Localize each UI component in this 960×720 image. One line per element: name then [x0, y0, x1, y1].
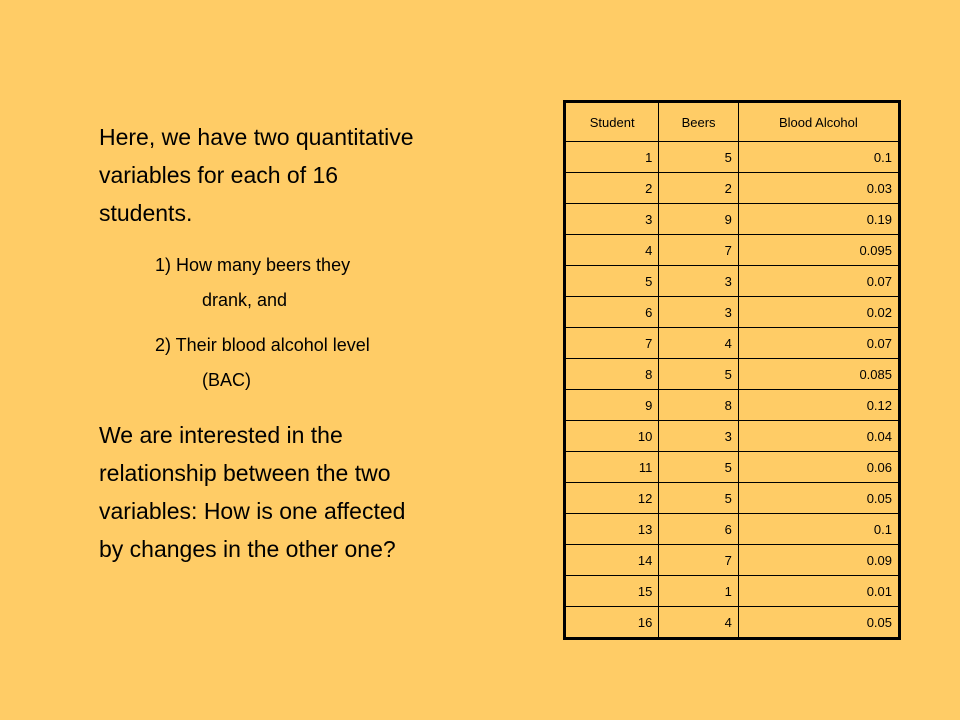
table-row	[565, 266, 900, 297]
student-cell: 14	[565, 545, 659, 576]
intro-line: variables for each of 16	[99, 162, 339, 188]
slide-text	[99, 118, 539, 568]
beers-cell: 4	[659, 328, 738, 359]
student-cell: 7	[565, 328, 659, 359]
table-row	[565, 359, 900, 390]
blood-alcohol-cell: 0.01	[738, 576, 899, 607]
student-data-table	[563, 100, 901, 640]
closing-line: variables: How is one affected	[99, 498, 406, 524]
beers-cell: 3	[659, 297, 738, 328]
beers-cell: 3	[659, 421, 738, 452]
table-row	[565, 576, 900, 607]
blood-alcohol-cell: 0.04	[738, 421, 899, 452]
table-row	[565, 452, 900, 483]
beers-cell: 4	[659, 607, 738, 639]
list-item-beers	[155, 248, 539, 318]
list-item-line: drank, and	[202, 290, 288, 310]
beers-cell: 5	[659, 483, 738, 514]
student-cell: 6	[565, 297, 659, 328]
intro-line: students.	[99, 200, 193, 226]
beers-cell: 1	[659, 576, 738, 607]
list-item-line: (BAC)	[202, 370, 251, 390]
student-cell: 1	[565, 142, 659, 173]
beers-cell: 5	[659, 142, 738, 173]
beers-cell: 8	[659, 390, 738, 421]
student-cell: 13	[565, 514, 659, 545]
table-row	[565, 607, 900, 639]
beers-cell: 5	[659, 359, 738, 390]
beers-cell: 6	[659, 514, 738, 545]
table-row	[565, 173, 900, 204]
student-cell: 5	[565, 266, 659, 297]
table-row	[565, 390, 900, 421]
table-row	[565, 483, 900, 514]
table-row	[565, 235, 900, 266]
intro-line: Here, we have two quantitative	[99, 124, 414, 150]
closing-paragraph	[99, 416, 539, 568]
table-row	[565, 328, 900, 359]
blood-alcohol-cell: 0.09	[738, 545, 899, 576]
student-cell: 9	[565, 390, 659, 421]
column-header-student: Student	[565, 102, 659, 142]
beers-cell: 7	[659, 545, 738, 576]
beers-cell: 3	[659, 266, 738, 297]
column-header-beers: Beers	[659, 102, 738, 142]
blood-alcohol-cell: 0.085	[738, 359, 899, 390]
blood-alcohol-cell: 0.02	[738, 297, 899, 328]
closing-line: by changes in the other one?	[99, 536, 396, 562]
beers-cell: 2	[659, 173, 738, 204]
student-cell: 4	[565, 235, 659, 266]
beers-cell: 9	[659, 204, 738, 235]
student-cell: 3	[565, 204, 659, 235]
table-body	[565, 142, 900, 639]
blood-alcohol-cell: 0.07	[738, 266, 899, 297]
blood-alcohol-cell: 0.06	[738, 452, 899, 483]
table-row	[565, 204, 900, 235]
blood-alcohol-cell: 0.05	[738, 607, 899, 639]
blood-alcohol-cell: 0.07	[738, 328, 899, 359]
blood-alcohol-cell: 0.05	[738, 483, 899, 514]
blood-alcohol-cell: 0.03	[738, 173, 899, 204]
intro-paragraph	[99, 118, 539, 232]
beers-cell: 7	[659, 235, 738, 266]
student-cell: 10	[565, 421, 659, 452]
blood-alcohol-cell: 0.19	[738, 204, 899, 235]
table-row	[565, 142, 900, 173]
table-row	[565, 421, 900, 452]
closing-line: We are interested in the	[99, 422, 343, 448]
student-cell: 11	[565, 452, 659, 483]
student-cell: 8	[565, 359, 659, 390]
list-item-line: 2) Their blood alcohol level	[155, 335, 370, 355]
student-cell: 16	[565, 607, 659, 639]
blood-alcohol-cell: 0.1	[738, 514, 899, 545]
blood-alcohol-cell: 0.095	[738, 235, 899, 266]
blood-alcohol-cell: 0.1	[738, 142, 899, 173]
table-row	[565, 297, 900, 328]
blood-alcohol-cell: 0.12	[738, 390, 899, 421]
table-row	[565, 514, 900, 545]
student-cell: 2	[565, 173, 659, 204]
table-row	[565, 545, 900, 576]
student-cell: 15	[565, 576, 659, 607]
list-item-bac	[155, 328, 539, 398]
student-cell: 12	[565, 483, 659, 514]
column-header-blood-alcohol: Blood Alcohol	[738, 102, 899, 142]
list-item-line: 1) How many beers they	[155, 255, 351, 275]
beers-cell: 5	[659, 452, 738, 483]
table-header-row	[565, 102, 900, 142]
closing-line: relationship between the two	[99, 460, 391, 486]
